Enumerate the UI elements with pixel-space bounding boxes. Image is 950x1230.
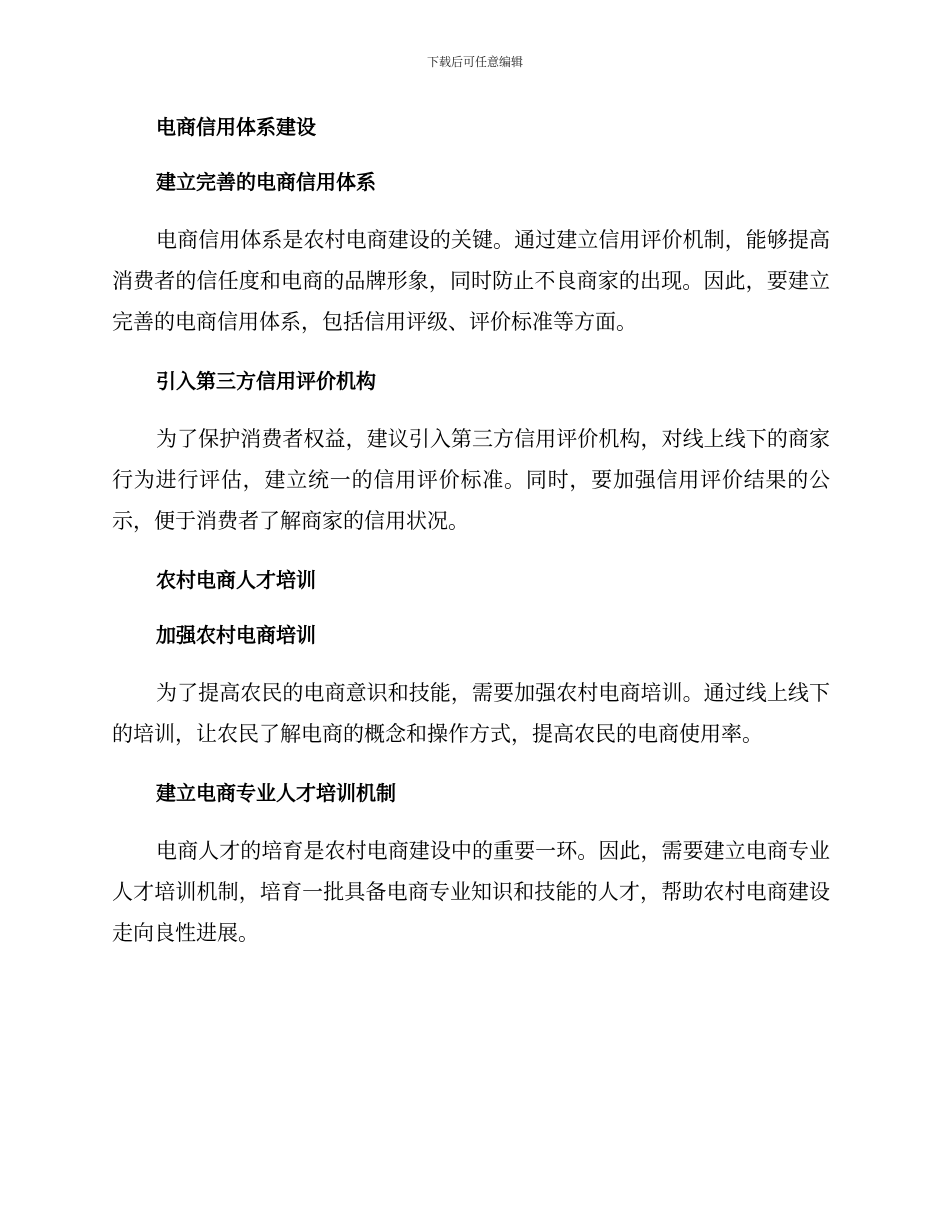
paragraph-credit-system: 电商信用体系是农村电商建设的关键。通过建立信用评价机制，能够提高消费者的信任度和电商的品牌形象，同时防止不良商家的出现。因此，要建立完善的电商信用体系，包括信用评级、评价标准等方面。 — [112, 228, 830, 334]
page-header-note: 下载后可任意编辑 — [426, 55, 523, 69]
paragraph-strengthen-training: 为了提高农民的电商意识和技能，需要加强农村电商培训。通过线上线下的培训，让农民了解电商的概念和操作方式，提高农民的电商使用率。 — [112, 681, 830, 746]
subsection-title-strengthen-training: 加强农村电商培训 — [156, 623, 316, 647]
section-title-credit-system: 电商信用体系建设 — [156, 115, 316, 139]
subsection-title-third-party-agency: 引入第三方信用评价机构 — [156, 369, 376, 393]
section-title-talent-training: 农村电商人才培训 — [156, 568, 316, 592]
paragraph-third-party-agency: 为了保护消费者权益，建议引入第三方信用评价机构，对线上线下的商家行为进行评估，建立统一的信用评价标准。同时，要加强信用评价结果的公示，便于消费者了解商家的信用状况。 — [112, 427, 830, 533]
paragraph-training-mechanism: 电商人才的培育是农村电商建设中的重要一环。因此，需要建立电商专业人才培训机制，培育一批具备电商专业知识和技能的人才，帮助农村电商建设走向良性进展。 — [112, 839, 830, 945]
subsection-title-training-mechanism: 建立电商专业人才培训机制 — [156, 781, 396, 805]
subsection-title-build-credit-system: 建立完善的电商信用体系 — [156, 170, 376, 194]
document-body — [112, 110, 830, 954]
